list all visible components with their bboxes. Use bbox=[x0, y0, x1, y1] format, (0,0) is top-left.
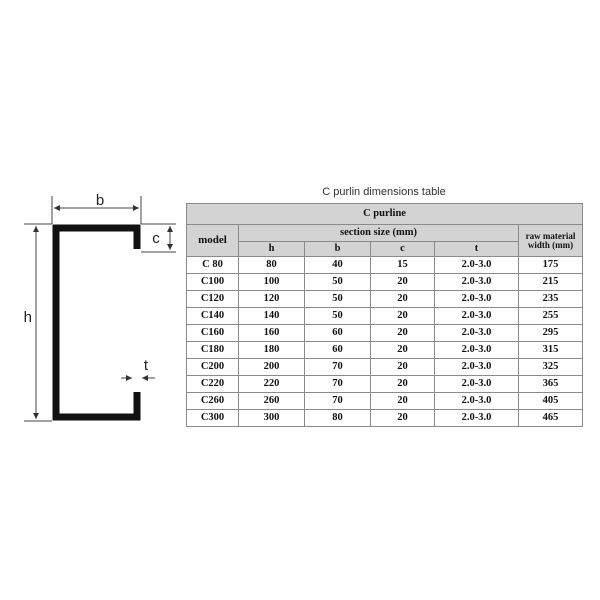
cell-raw: 175 bbox=[519, 257, 583, 274]
dimension-t bbox=[121, 357, 155, 378]
column-header-c: c bbox=[371, 242, 435, 257]
cell-raw: 235 bbox=[519, 291, 583, 308]
cell-t: 2.0-3.0 bbox=[435, 410, 519, 427]
table-row bbox=[187, 325, 583, 342]
cell-b: 70 bbox=[305, 359, 371, 376]
cell-t: 2.0-3.0 bbox=[435, 393, 519, 410]
label-h: h bbox=[23, 309, 32, 326]
cell-raw: 215 bbox=[519, 274, 583, 291]
cell-raw: 295 bbox=[519, 325, 583, 342]
cell-c: 15 bbox=[371, 257, 435, 274]
column-header-h: h bbox=[239, 242, 305, 257]
table-row bbox=[187, 410, 583, 427]
dimension-h bbox=[24, 224, 52, 421]
cell-c: 20 bbox=[371, 291, 435, 308]
cell-c: 20 bbox=[371, 359, 435, 376]
raw-material-header bbox=[519, 225, 583, 257]
cell-t: 2.0-3.0 bbox=[435, 308, 519, 325]
cell-c: 20 bbox=[371, 393, 435, 410]
cell-b: 80 bbox=[305, 410, 371, 427]
table-title: C purlin dimensions table bbox=[322, 186, 446, 198]
cell-raw: 325 bbox=[519, 359, 583, 376]
cell-model: C140 bbox=[187, 308, 239, 325]
cell-c: 20 bbox=[371, 342, 435, 359]
cell-h: 140 bbox=[239, 308, 305, 325]
cell-h: 100 bbox=[239, 274, 305, 291]
cell-h: 180 bbox=[239, 342, 305, 359]
cell-model: C 80 bbox=[187, 257, 239, 274]
cell-t: 2.0-3.0 bbox=[435, 376, 519, 393]
table-row bbox=[187, 291, 583, 308]
cell-b: 50 bbox=[305, 274, 371, 291]
cell-model: C220 bbox=[187, 376, 239, 393]
table-row bbox=[187, 359, 583, 376]
cell-b: 60 bbox=[305, 325, 371, 342]
cell-raw: 315 bbox=[519, 342, 583, 359]
raw-header-line1: raw material bbox=[525, 230, 576, 241]
cell-b: 50 bbox=[305, 308, 371, 325]
cell-h: 300 bbox=[239, 410, 305, 427]
dimension-b bbox=[52, 192, 141, 224]
cell-model: C300 bbox=[187, 410, 239, 427]
cell-model: C200 bbox=[187, 359, 239, 376]
dimension-c bbox=[141, 224, 176, 252]
cell-c: 20 bbox=[371, 376, 435, 393]
cell-t: 2.0-3.0 bbox=[435, 257, 519, 274]
cell-t: 2.0-3.0 bbox=[435, 359, 519, 376]
cell-b: 50 bbox=[305, 291, 371, 308]
cell-b: 70 bbox=[305, 393, 371, 410]
cell-b: 70 bbox=[305, 376, 371, 393]
raw-header-line2: width (mm) bbox=[527, 239, 574, 250]
section-size-header: section size (mm) bbox=[239, 225, 519, 242]
dimensions-table bbox=[186, 203, 583, 427]
cell-c: 20 bbox=[371, 274, 435, 291]
label-b: b bbox=[95, 192, 105, 209]
cell-t: 2.0-3.0 bbox=[435, 274, 519, 291]
cell-b: 40 bbox=[305, 257, 371, 274]
cell-model: C160 bbox=[187, 325, 239, 342]
cell-t: 2.0-3.0 bbox=[435, 291, 519, 308]
cell-t: 2.0-3.0 bbox=[435, 325, 519, 342]
column-header-t: t bbox=[435, 242, 519, 257]
label-t: t bbox=[143, 357, 149, 374]
model-header: model bbox=[187, 225, 239, 257]
cell-c: 20 bbox=[371, 308, 435, 325]
cell-h: 200 bbox=[239, 359, 305, 376]
table-row bbox=[187, 342, 583, 359]
cell-h: 120 bbox=[239, 291, 305, 308]
cell-raw: 255 bbox=[519, 308, 583, 325]
cell-model: C100 bbox=[187, 274, 239, 291]
cell-t: 2.0-3.0 bbox=[435, 342, 519, 359]
cell-h: 220 bbox=[239, 376, 305, 393]
cell-c: 20 bbox=[371, 410, 435, 427]
cell-h: 260 bbox=[239, 393, 305, 410]
cell-h: 80 bbox=[239, 257, 305, 274]
label-c: c bbox=[152, 230, 160, 247]
cell-h: 160 bbox=[239, 325, 305, 342]
cell-b: 60 bbox=[305, 342, 371, 359]
table-row bbox=[187, 376, 583, 393]
column-header-b: b bbox=[305, 242, 371, 257]
cell-model: C120 bbox=[187, 291, 239, 308]
cell-c: 20 bbox=[371, 325, 435, 342]
cell-raw: 465 bbox=[519, 410, 583, 427]
cell-raw: 405 bbox=[519, 393, 583, 410]
table-row bbox=[187, 393, 583, 410]
table-row bbox=[187, 274, 583, 291]
group-header: C purline bbox=[187, 204, 583, 225]
cell-raw: 365 bbox=[519, 376, 583, 393]
table-row bbox=[187, 308, 583, 325]
cell-model: C180 bbox=[187, 342, 239, 359]
c-profile-shape bbox=[56, 228, 137, 417]
table-row bbox=[187, 257, 583, 274]
cell-model: C260 bbox=[187, 393, 239, 410]
